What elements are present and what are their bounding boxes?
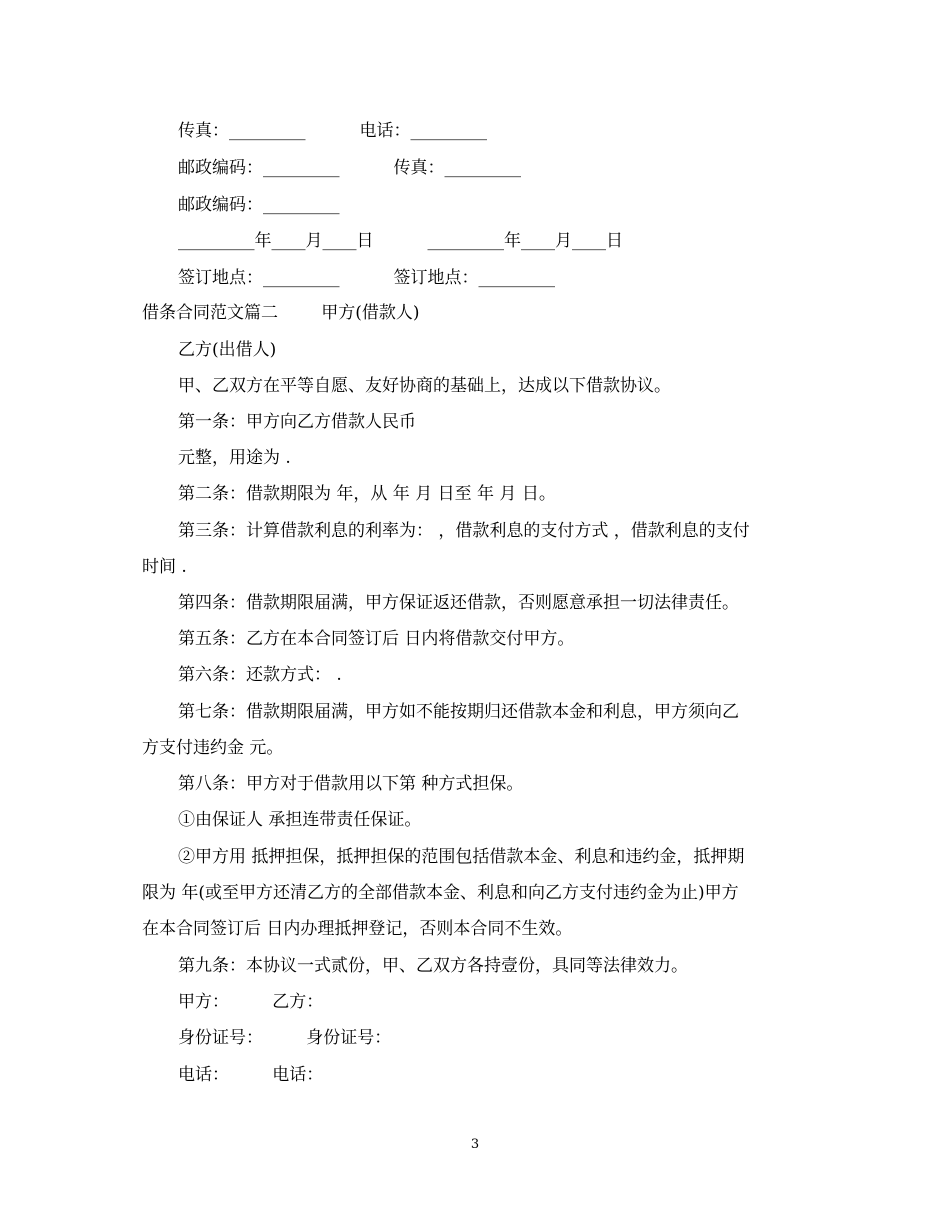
article-2: 第二条：借款期限为 年，从 年 月 日至 年 月 日。 [178, 484, 556, 504]
fax-phone-line: 传真：_________ 电话：_________ [178, 121, 488, 141]
lender-line: 乙方(出借人) [178, 340, 277, 360]
postcode-line: 邮政编码：_________ [178, 195, 340, 215]
article-7-cont: 方支付违约金 元。 [142, 738, 284, 758]
id-number-line: 身份证号： 身份证号： [178, 1028, 392, 1048]
party-signature-line: 甲方： 乙方： [178, 992, 324, 1012]
article-8: 第八条：甲方对于借款用以下第 种方式担保。 [178, 774, 524, 794]
guarantee-option-1: ①由保证人 承担连带责任保证。 [178, 810, 422, 830]
guarantee-option-2: ②甲方用 抵押担保，抵押担保的范围包括借款本金、利息和违约金，抵押期 [178, 847, 745, 867]
article-1-cont: 元整，用途为 . [178, 448, 291, 468]
article-5: 第五条：乙方在本合同签订后 日内将借款交付甲方。 [178, 629, 575, 649]
agreement-intro: 甲、乙双方在平等自愿、友好协商的基础上，达成以下借款协议。 [178, 376, 671, 396]
guarantee-option-2-cont-2: 在本合同签订后 日内办理抵押登记，否则本合同不生效。 [142, 919, 573, 939]
article-3-cont: 时间 . [142, 557, 187, 577]
phone-line: 电话： 电话： [178, 1065, 324, 1085]
article-1: 第一条：甲方向乙方借款人民币 [178, 412, 416, 432]
article-4: 第四条：借款期限届满，甲方保证返还借款，否则愿意承担一切法律责任。 [178, 593, 739, 613]
article-3: 第三条：计算借款利息的利率为： ，借款利息的支付方式 ，借款利息的支付 [178, 521, 750, 541]
article-6: 第六条：还款方式： . [178, 665, 342, 685]
signing-place-line: 签订地点：_________ 签订地点：_________ [178, 268, 556, 288]
postcode-fax-line: 邮政编码：_________ 传真：_________ [178, 158, 522, 178]
guarantee-option-2-cont: 限为 年(或至甲方还清乙方的全部借款本金、利息和向乙方支付违约金为止)甲方 [142, 883, 739, 903]
page-number: 3 [470, 1137, 480, 1152]
article-7: 第七条：借款期限届满，甲方如不能按期归还借款本金和利息，甲方须向乙 [178, 702, 739, 722]
date-line: _________年____月____日 _________年____月____日 [178, 231, 624, 251]
article-9: 第九条：本协议一式贰份，甲、乙双方各持壹份，具同等法律效力。 [178, 956, 688, 976]
section-heading: 借条合同范文篇二 甲方(借款人) [142, 303, 420, 323]
